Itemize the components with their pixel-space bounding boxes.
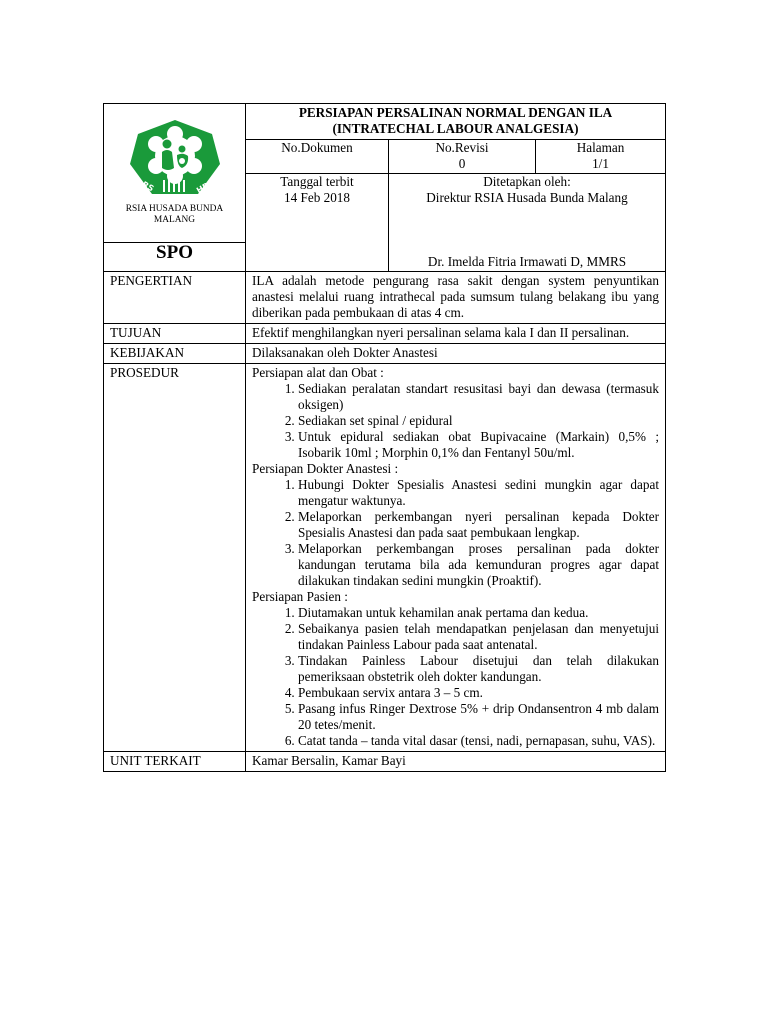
list-item: 3. Melaporkan perkembangan proses persalinan pada dokter kandungan terutama bila ada kemunduran progres agar dapat dilakukan tindakan sedini mungkin (Proaktif). (298, 541, 659, 589)
list-item: 1. Diutamakan untuk kehamilan anak pertama dan kedua. (298, 605, 659, 621)
prosedur-section-2-list (252, 477, 659, 589)
hospital-logo-cell (104, 104, 246, 243)
document-title (246, 104, 666, 140)
hospital-name-line1: RSIA HUSADA BUNDA (125, 204, 224, 214)
list-item: 2. Sediakan set spinal / epidural (298, 413, 659, 429)
list-item: 2. Melaporkan perkembangan nyeri persalinan kepada Dokter Spesialis Anastesi dan pada saat pembukaan lengkap. (298, 509, 659, 541)
list-item: 2. Sebaikanya pasien telah mendapatkan penjelasan dan menyetujui tindakan Painless Labour pada saat antenatal. (298, 621, 659, 653)
page-label: Halaman (576, 140, 625, 155)
approval-cell (389, 174, 666, 272)
issue-date-value: 14 Feb 2018 (284, 190, 350, 205)
unit-terkait-label: UNIT TERKAIT (104, 752, 246, 772)
spo-document-table (103, 103, 666, 772)
pengertian-label: PENGERTIAN (104, 272, 246, 324)
issue-date-cell (246, 174, 389, 272)
list-item: 3. Untuk epidural sediakan obat Bupivacaine (Markain) 0,5% ; Isobarik 10ml ; Morphin 0,1% dan Fentanyl 50u/ml. (298, 429, 659, 461)
spo-label: SPO (104, 243, 246, 272)
list-item: 1. Hubungi Dokter Spesialis Anastesi sedini mungkin agar dapat mengatur waktunya. (298, 477, 659, 509)
document-title-line1: PERSIAPAN PERSALINAN NORMAL DENGAN ILA (298, 105, 613, 120)
svg-text:HB: HB (194, 181, 211, 196)
list-item: 5. Pasang infus Ringer Dextrose 5% + drip Ondansentron 4 mb dalam 20 tetes/menit. (298, 701, 659, 733)
list-item: 1. Sediakan peralatan standart resusitasi bayi dan dewasa (termasuk oksigen) (298, 381, 659, 413)
tujuan-label: TUJUAN (104, 324, 246, 344)
doc-number-cell (246, 140, 389, 174)
revision-label: No.Revisi (435, 140, 489, 155)
list-item: 4. Pembukaan servix antara 3 – 5 cm. (298, 685, 659, 701)
svg-text:RS: RS (140, 179, 155, 194)
pengertian-text: ILA adalah metode pengurang rasa sakit dengan system penyuntikan anastesi melalui ruang intrathecal pada sumsum tulang belakang ibu yang diberikan pada pembukaan di atas 4 cm. (246, 272, 666, 324)
hospital-name (104, 204, 245, 226)
revision-value: 0 (458, 156, 466, 171)
prosedur-section-2-title: Persiapan Dokter Anastesi : (252, 461, 399, 476)
approval-authority: Direktur RSIA Husada Bunda Malang (426, 190, 628, 205)
document-title-line2: (INTRATECHAL LABOUR ANALGESIA) (332, 121, 579, 136)
prosedur-section-1-list (252, 381, 659, 461)
prosedur-section-1-title: Persiapan alat dan Obat : (252, 365, 384, 380)
hospital-logo-icon (128, 118, 222, 196)
prosedur-section-3-title: Persiapan Pasien : (252, 589, 348, 604)
prosedur-section-3-list (252, 605, 659, 749)
signatory-name: Dr. Imelda Fitria Irmawati D, MMRS (427, 254, 627, 269)
issue-date-label: Tanggal terbit (280, 174, 354, 189)
prosedur-content (246, 364, 666, 752)
kebijakan-label: KEBIJAKAN (104, 344, 246, 364)
prosedur-label: PROSEDUR (104, 364, 246, 752)
kebijakan-text: Dilaksanakan oleh Dokter Anastesi (246, 344, 666, 364)
tujuan-text: Efektif menghilangkan nyeri persalinan selama kala I dan II persalinan. (246, 324, 666, 344)
list-item: 6. Catat tanda – tanda vital dasar (tensi, nadi, pernapasan, suhu, VAS). (298, 733, 659, 749)
list-item: 3. Tindakan Painless Labour disetujui dan telah dilakukan pemeriksaan obstetrik oleh dokter kandungan. (298, 653, 659, 685)
page-value: 1/1 (592, 156, 609, 171)
doc-number-label: No.Dokumen (281, 140, 353, 155)
page-cell (536, 140, 666, 174)
unit-terkait-text: Kamar Bersalin, Kamar Bayi (246, 752, 666, 772)
revision-cell (389, 140, 536, 174)
hospital-name-line2: MALANG (153, 215, 196, 225)
approval-label: Ditetapkan oleh: (483, 174, 571, 189)
